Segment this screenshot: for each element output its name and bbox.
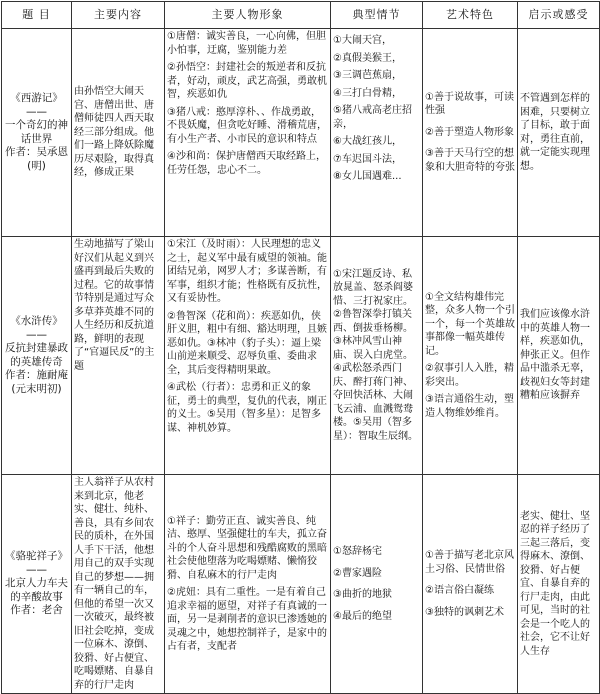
book-title-cell — [2, 475, 72, 694]
feature-item: ①善于说故事，可读性强 — [425, 91, 514, 117]
plot-item: ②鲁智深拳打镇关西、倒拔垂杨柳。 — [333, 309, 413, 334]
plot-item: ③三调芭蕉扇， — [333, 70, 402, 81]
character-item: ④沙和尚：保护唐僧西天取经路上，任劳任怨，忠心不二。 — [167, 151, 326, 176]
header-plots: 典型情节 — [331, 2, 423, 29]
plot-item: ②真假美猴王， — [333, 52, 402, 64]
feature-item: ②叙事引人入胜，精彩突出。 — [425, 363, 514, 388]
plot-item: ⑥大战红孩儿， — [333, 136, 402, 147]
plots-cell — [331, 29, 423, 237]
feature-item: ①善于描写老北京风土习俗、民情世俗 — [425, 550, 514, 575]
character-item: ③猪八戒：憨厚淳朴、、作战勇敢，不畏妖魔，但贪吃好睡、滑稽荒唐，有小生产者、小市民的意识和特点 — [167, 106, 327, 145]
plot-item: ③曲折的地狱 — [333, 589, 392, 600]
feature-item: ②语言俗白凝练 — [425, 585, 494, 596]
book-subtitle: 反抗封建暴政 — [5, 342, 68, 354]
plot-item: ④三打白骨精， — [333, 87, 402, 99]
book-author: 作者：吴承恩 — [5, 146, 68, 158]
feature-item: ①全文结构雄伟完整，众多人物一个引一个，每一个英雄故事都像一幅英雄传记。 — [425, 291, 515, 357]
header-row — [2, 2, 600, 29]
book-subtitle: 北京人力车夫 — [5, 577, 68, 590]
plot-item: ⑧女儿国遇难... — [333, 171, 402, 182]
summary-cell: 由孙悟空大闹天宫、唐僧出世、唐僧师徒四人西天取经三部分组成。他们一路上降妖除魔历尽艰险，取得真经，修成正果 — [72, 29, 165, 237]
characters-cell — [165, 29, 331, 237]
summary-cell: 主人翁祥子从农村来到北京，他老实、健壮、纯朴、善良，具有乡间农民的质朴，在外国人手下干活，他想用自己的双手实现自己的梦想——拥有一辆自己的车，但他的希望一次又一次破灭，最终被旧社会吃掉，变成一位麻木、潦倒、狡猾、好占便宜、吃喝嫖赌、自暴自弃的行尸走肉 — [72, 475, 165, 694]
header-insight: 启示或感受 — [518, 2, 600, 29]
plot-item: ②曹家遇险 — [333, 567, 382, 579]
table-row-luotuoxiangzi — [2, 475, 600, 694]
insight-cell: 不管遇到怎样的困难，只要树立了目标，敢于面对，勇往直前，就一定能实现理想。 — [518, 29, 600, 237]
insight-cell: 我们应该像水浒中的英雄人物一样，疾恶如仇，伸张正义。但作品中滥杀无辜，歧视妇女等封建糟粕应该摒弃 — [518, 237, 600, 475]
plot-item: ①宋江题反诗、私放晁盖、怒杀阎婆惜、三打祝家庄。 — [333, 268, 413, 307]
title-dash: —— — [26, 105, 47, 118]
character-item: ②虎妞：具有二重性。一是有着自己追求幸福的愿望，对祥子有真诚的一面，另一是剥削者的意识已渗透她的灵魂之中，她想控制祥子，是家中的占有者，支配者 — [167, 587, 327, 652]
book-title-cell — [2, 237, 72, 475]
plot-item: ④最后的绝望 — [333, 610, 392, 622]
reading-notes-table — [1, 1, 600, 694]
table-row-xiyouji — [2, 29, 600, 237]
header-summary: 主要内容 — [72, 2, 165, 29]
feature-item: ②善于塑造人物形象 — [425, 126, 514, 138]
feature-item: ③语言通俗生动，塑造人物维妙维肖。 — [425, 394, 514, 419]
summary-cell: 生动地描写了梁山好汉们从起义到兴盛再到最后失败的过程。它的故事情节特别是通过写众多草莽英雄不同的人生经历和反抗道路，鲜明的表现了“官逼民反”的主题 — [72, 237, 165, 475]
character-item: ④武松（行者）：忠勇和正义的象征，勇士的典型，复仇的代表，刚正的义士。⑤吴用（智多星）：足智多谋、神机妙算。 — [167, 382, 327, 434]
character-item: ①唐僧：诚实善良，一心向佛，但胆小怕事，迂腐，鉴别能力差 — [167, 31, 326, 56]
plot-item: ④武松怒杀西门庆、醉打蒋门神、夺回快活林、大闹飞云浦、血溅鸳鸯楼。⑤吴用（智多星）：智取生辰纲。 — [333, 363, 418, 442]
plot-item: ⑤猪八戒高老庄招亲， — [333, 105, 412, 130]
feature-item: ③独特的讽刺艺术 — [425, 606, 504, 618]
book-era: (元末明初) — [11, 382, 62, 395]
table-row-shuihuzhuan — [2, 237, 600, 475]
characters-cell — [165, 475, 331, 694]
plots-cell — [331, 475, 423, 694]
plot-item: ③林冲风雪山神庙、误入白虎堂。 — [333, 336, 413, 361]
features-cell — [423, 237, 518, 475]
character-item: ①宋江（及时雨）：人民理想的忠义之士，起义军中最有威望的领袖。能团结兄弟，网罗人才；多谋善断，有军事，组织才能；性格既有反抗性，又有妥协性。 — [167, 239, 327, 304]
book-subtitle-cont: 的辛酸故事 — [10, 590, 63, 603]
book-title-cell — [2, 29, 72, 237]
header-title: 题 目 — [2, 2, 72, 29]
features-cell — [423, 475, 518, 694]
insight-cell: 老实、健壮、坚忍的祥子经历了三起三落后，变得麻木、潦倒、狡猾、好占便宜、自暴自弃的行尸走肉，由此可见，当时的社会是一个吃人的社会，它不让好人生存 — [518, 475, 600, 694]
character-item: ②鲁智深（花和尚）：疾恶如仇，侠肝义胆，粗中有细、豁达明理，且嫉恶如仇。③林冲（豹子头）：逼上梁山前逆来顺受、忍辱负重、委曲求全，其后变得精明果敢。 — [167, 310, 327, 376]
plots-cell — [331, 237, 423, 475]
plot-item: ⑦车迟国斗法， — [333, 153, 402, 165]
book-title: 《水浒传》 — [10, 315, 63, 327]
plot-item: ①怒辞杨宅 — [333, 546, 382, 557]
book-era: (明) — [27, 159, 46, 172]
features-cell — [423, 29, 518, 237]
header-characters: 主要人物形象 — [165, 2, 331, 29]
title-dash: —— — [26, 563, 47, 576]
book-title: 《西游记》 — [10, 92, 63, 104]
plot-item: ①大闹天宫， — [333, 35, 392, 46]
feature-item: ③善于天马行空的想象和大胆奇特的夸张 — [425, 148, 515, 173]
book-author: 作者：施耐庵 — [5, 369, 68, 381]
book-subtitle-cont: 的英雄传奇 — [10, 355, 63, 368]
book-subtitle-cont: 话世界 — [20, 132, 53, 145]
characters-cell — [165, 237, 331, 475]
character-item: ②孙悟空：封建社会的叛逆者和反抗者，好动，顽皮，武艺高强，勇敢机智，疾恶如仇 — [167, 62, 327, 100]
book-author: 作者：老舍 — [10, 604, 63, 617]
character-item: ①祥子：勤劳正直、诚实善良、纯洁、憨厚、坚强健壮的车夫，孤立奋斗的个人奋斗思想和残酷腐败的黑暗社会使他堕落为吃喝嫖赌、懒惰狡猾、自私麻木的行尸走肉 — [167, 515, 327, 581]
title-dash: —— — [26, 328, 47, 341]
book-subtitle: 一个奇幻的神 — [5, 119, 68, 131]
book-title: 《骆驼祥子》 — [5, 550, 68, 563]
header-features: 艺术特色 — [423, 2, 518, 29]
